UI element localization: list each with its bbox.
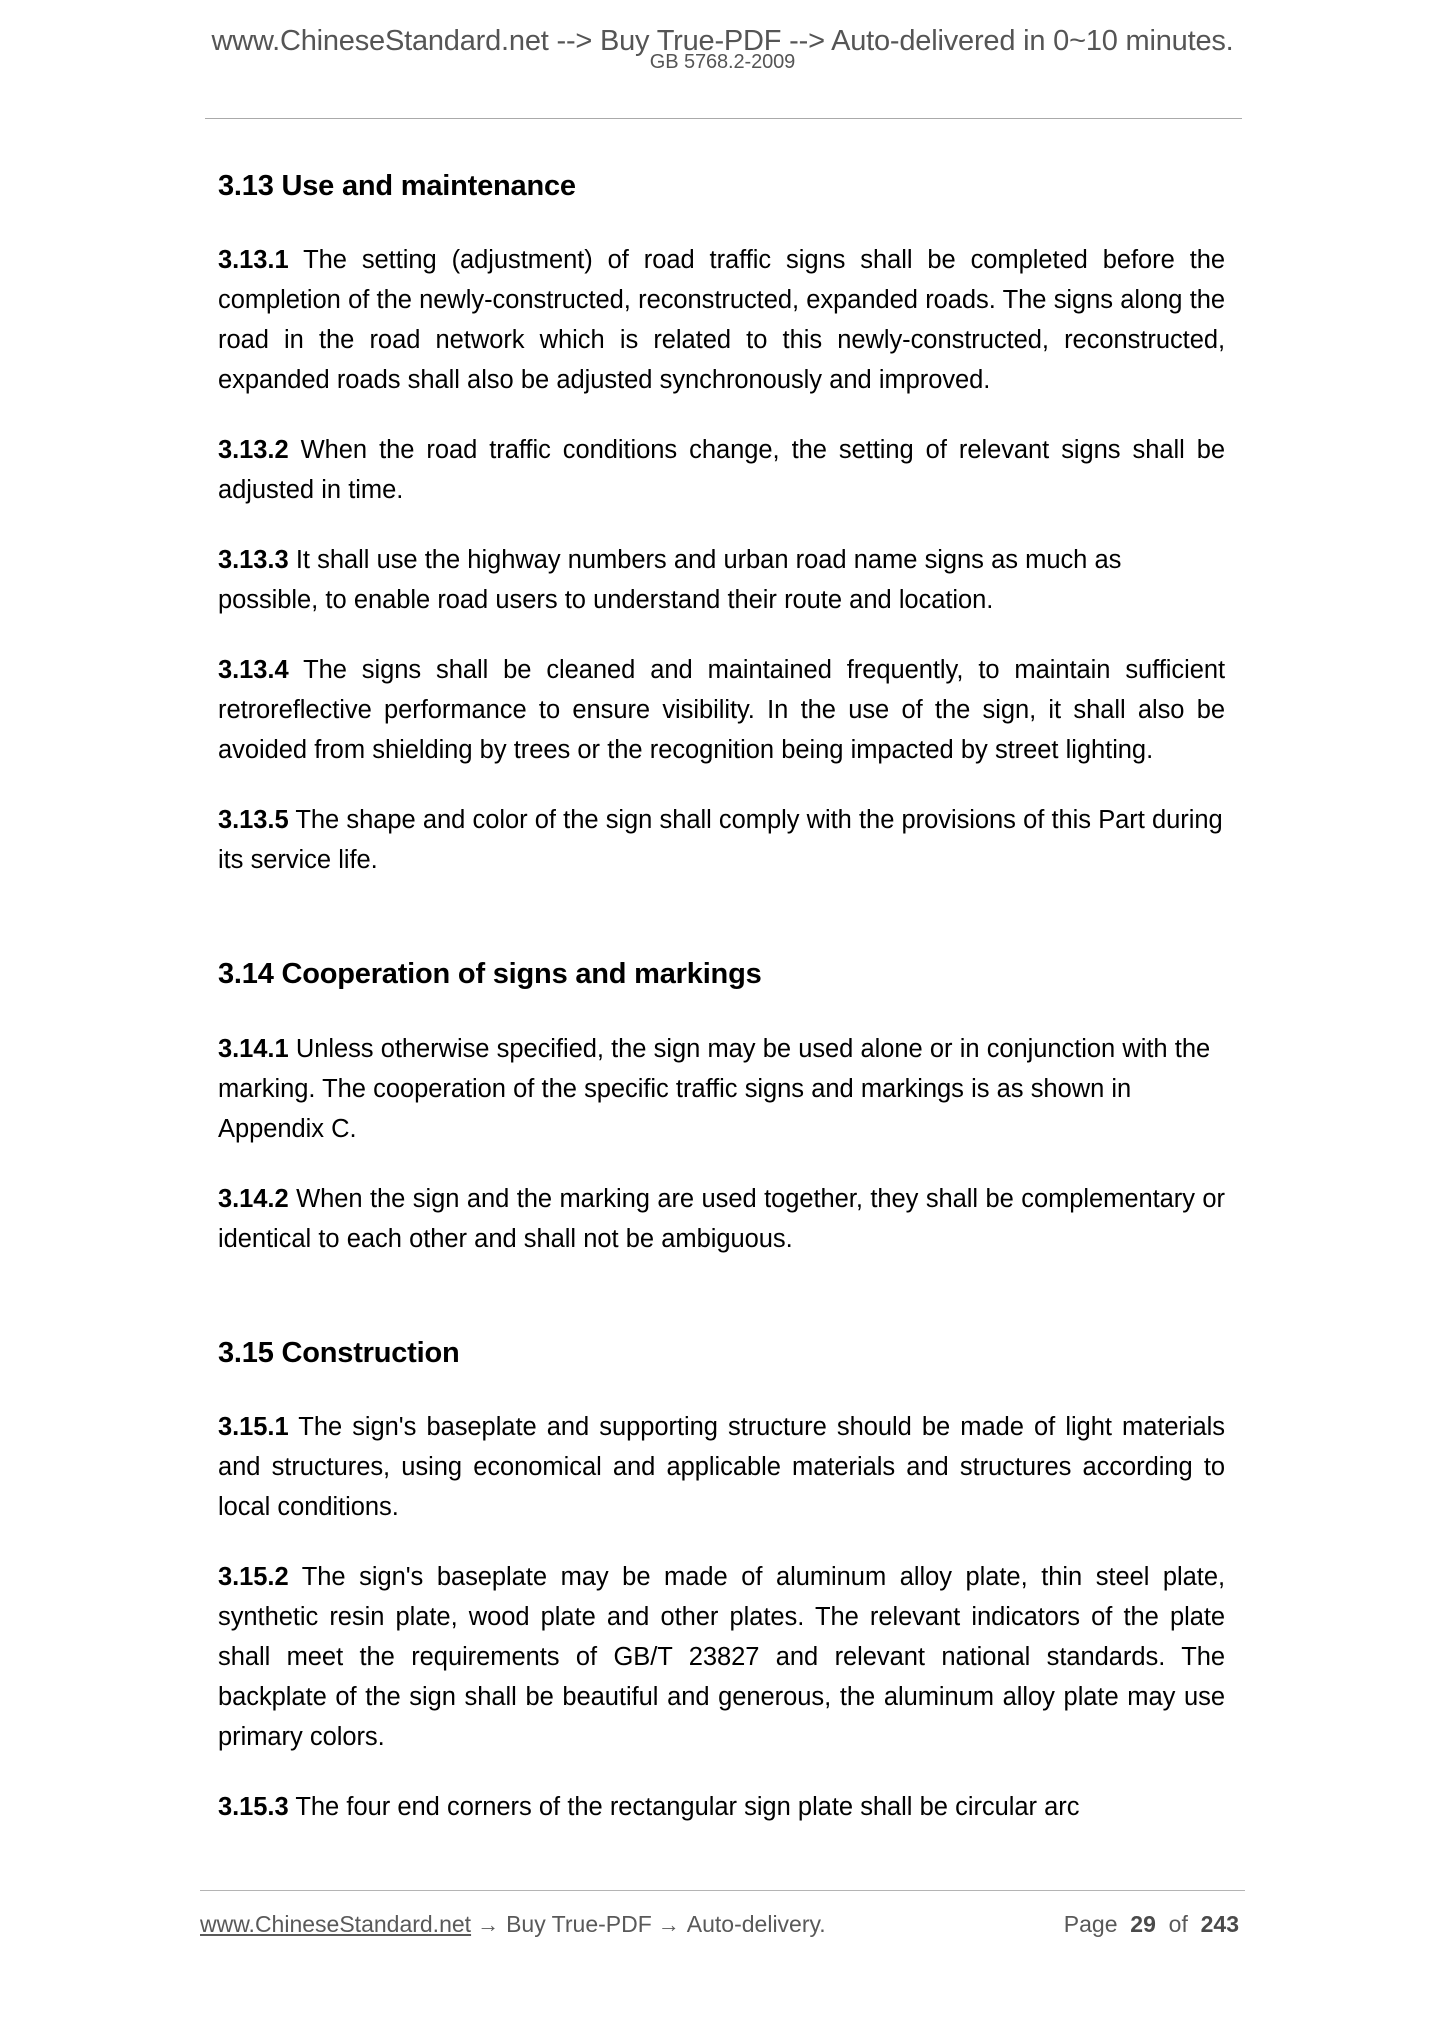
footer-divider [200,1890,1245,1891]
clause-text: The sign's baseplate may be made of aluminum alloy plate, thin steel plate, synthetic resin plate, wood plate and other plates. The relevant indicators of the plate shall meet the requirements of GB/T 23827 and relevant national standards. The backplate of the sign shall be beautiful and generous, the aluminum alloy plate may use primary colors. [218,1562,1225,1751]
section-heading-3-15: 3.15 Construction [218,1336,460,1369]
clause-text: The shape and color of the sign shall comply with the provisions of this Part during its service life. [218,806,1223,875]
paragraph-3-13-2 [218,430,1225,510]
clause-text: When the road traffic conditions change, the setting of relevant signs shall be adjusted in time. [218,436,1225,505]
paragraph-3-13-3 [218,540,1225,620]
document-content [218,168,1225,1827]
footer-buy-label: Buy True-PDF [506,1911,652,1937]
arrow-right-icon: → [477,1912,500,1937]
section-spacer [218,1289,1225,1335]
paragraph-3-15-3 [218,1787,1225,1827]
heading-spacer [218,204,1225,240]
footer-delivery-label: Auto-delivery. [686,1911,826,1937]
clause-number: 3.15.2 [218,1562,289,1591]
header-promo-text: www.ChineseStandard.net --> Buy True-PDF --> Auto-delivered in 0~10 minutes. [211,25,1234,57]
clause-text: The sign's baseplate and supporting structure should be made of light materials and structures, using economical and applicable materials and structures according to local conditions. [218,1412,1225,1521]
total-page-count: 243 [1200,1911,1239,1937]
of-label: of [1168,1911,1188,1937]
clause-number: 3.15.1 [218,1412,289,1441]
clause-number: 3.15.3 [218,1792,289,1821]
paragraph-3-14-2 [218,1179,1225,1259]
clause-text: The signs shall be cleaned and maintained frequently, to maintain sufficient retroreflective performance to ensure visibility. In the use of the sign, it shall also be avoided from shielding by trees or the recognition being impacted by street lighting. [218,656,1225,765]
clause-number: 3.13.4 [218,656,289,685]
paragraph-3-13-5 [218,800,1225,880]
clause-number: 3.13.3 [218,546,289,575]
clause-number: 3.13.2 [218,436,289,465]
heading-spacer [218,1371,1225,1407]
footer-website-link[interactable]: www.ChineseStandard.net [200,1911,472,1937]
arrow-right-icon: → [657,1912,680,1937]
page-header [0,26,1445,73]
clause-number: 3.14.2 [218,1184,289,1213]
clause-text: When the sign and the marking are used together, they shall be complementary or identical to each other and shall not be ambiguous. [218,1184,1225,1253]
paragraph-3-14-1 [218,1029,1225,1149]
clause-text: It shall use the highway numbers and urban road name signs as much as possible, to enable road users to understand their route and location. [218,546,1122,615]
current-page-number: 29 [1130,1911,1156,1937]
page-footer [200,1911,1245,1938]
clause-text: Unless otherwise specified, the sign may be used alone or in conjunction with the marking. The cooperation of the specific traffic signs and markings is as shown in Appendix C. [218,1034,1211,1143]
section-heading-3-14: 3.14 Cooperation of signs and markings [218,958,762,991]
clause-number: 3.13.1 [218,246,289,275]
page-label: Page [1063,1911,1118,1937]
paragraph-3-13-1 [218,240,1225,400]
clause-text: The setting (adjustment) of road traffic signs shall be completed before the completion of the newly-constructed, reconstructed, expanded roads. The signs along the road in the road network which is related to this newly-constructed, reconstructed, expanded roads shall also be adjusted synchronously and improved. [218,246,1225,395]
section-spacer [218,910,1225,956]
paragraph-3-15-1 [218,1407,1225,1527]
paragraph-3-13-4 [218,650,1225,770]
header-standard-code: GB 5768.2-2009 [649,51,796,74]
header-divider [205,118,1242,119]
section-heading-3-13: 3.13 Use and maintenance [218,170,576,202]
page-indicator [1064,1911,1245,1938]
heading-spacer [218,993,1225,1029]
clause-number: 3.14.1 [218,1034,289,1063]
clause-text: The four end corners of the rectangular sign plate shall be circular arc [288,1792,1080,1821]
clause-number: 3.13.5 [218,806,289,835]
paragraph-3-15-2 [218,1557,1225,1757]
